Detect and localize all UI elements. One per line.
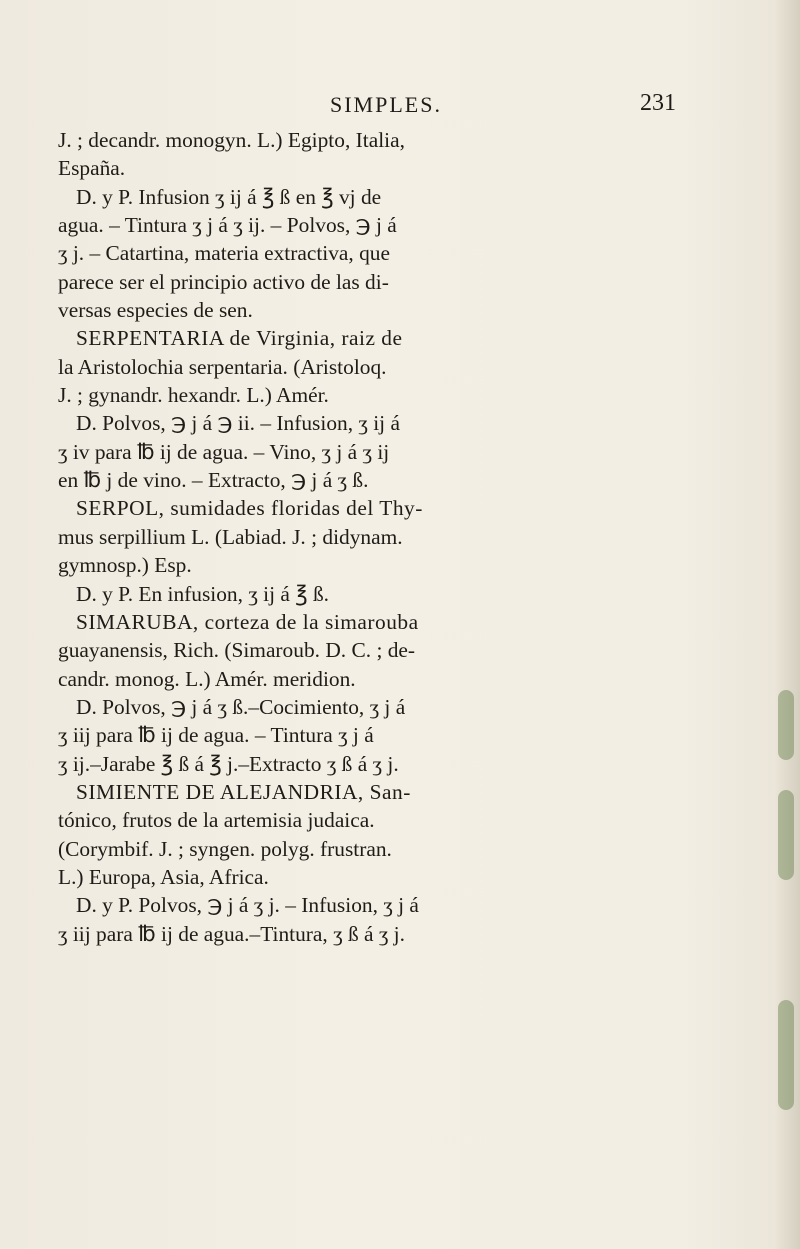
edge-stain xyxy=(778,690,794,760)
paragraph xyxy=(58,126,688,183)
entry-paragraph xyxy=(58,608,688,693)
paragraph xyxy=(58,580,688,608)
text-line: L.) Europa, Asia, Africa. xyxy=(58,864,269,889)
edge-stain xyxy=(778,1000,794,1110)
text-line: en ℔ j de vino. – Extracto, ℈ j á ʒ ß. xyxy=(58,468,369,493)
text-line: D. y P. En infusion, ʒ ij á ℥ ß. xyxy=(76,581,329,606)
text-line: candr. monog. L.) Amér. meridion. xyxy=(58,666,356,691)
text-line: ʒ ij.–Jarabe ℥ ß á ℥ j.–Extracto ʒ ß á ʒ j. xyxy=(58,751,399,776)
entry-paragraph xyxy=(58,494,688,579)
text-line: la Aristolochia serpentaria. (Aristoloq. xyxy=(58,354,387,379)
text-line: SIMIENTE DE ALEJANDRIA, San- xyxy=(76,779,411,804)
text-line: D. Polvos, ℈ j á ℈ ii. – Infusion, ʒ ij á xyxy=(76,411,400,436)
text-line: J. ; decandr. monogyn. L.) Egipto, Italia, xyxy=(58,128,405,152)
text-line: J. ; gynandr. hexandr. L.) Amér. xyxy=(58,383,329,408)
text-line: SERPOL, sumidades floridas del Thy- xyxy=(76,496,423,521)
text-line: SERPENTARIA de Virginia, raiz de xyxy=(76,326,403,351)
text-line: parece ser el principio activo de las di- xyxy=(58,269,389,294)
text-line: agua. – Tintura ʒ j á ʒ ij. – Polvos, ℈ j á xyxy=(58,213,397,238)
text-line: (Corymbif. J. ; syngen. polyg. frustran. xyxy=(58,836,392,861)
paragraph xyxy=(58,409,688,494)
page-body xyxy=(58,126,688,948)
paragraph xyxy=(58,183,688,325)
text-line: D. Polvos, ℈ j á ʒ ß.–Cocimiento, ʒ j á xyxy=(76,694,406,719)
text-line: ʒ iv para ℔ ij de agua. – Vino, ʒ j á ʒ ij xyxy=(58,439,390,464)
text-line: ʒ j. – Catartina, materia extractiva, que xyxy=(58,241,390,266)
text-line: tónico, frutos de la artemisia judaica. xyxy=(58,808,375,833)
paragraph xyxy=(58,693,688,778)
page-header xyxy=(0,92,800,122)
entry-paragraph xyxy=(58,778,688,891)
paragraph xyxy=(58,891,688,948)
text-line: D. y P. Infusion ʒ ij á ℥ ß en ℥ vj de xyxy=(76,184,382,209)
page-number: 231 xyxy=(640,90,676,116)
text-line: ʒ iij para ℔ ij de agua.–Tintura, ʒ ß á ʒ j. xyxy=(58,921,405,946)
entry-paragraph xyxy=(58,324,688,409)
edge-stain xyxy=(778,790,794,880)
text-line: mus serpillium L. (Labiad. J. ; didynam. xyxy=(58,524,403,549)
text-line: versas especies de sen. xyxy=(58,298,253,323)
text-line: ʒ iij para ℔ ij de agua. – Tintura ʒ j á xyxy=(58,723,374,748)
running-title: SIMPLES. xyxy=(330,92,442,117)
text-line: SIMARUBA, corteza de la simarouba xyxy=(76,609,419,634)
text-line: D. y P. Polvos, ℈ j á ʒ j. – Infusion, ʒ j á xyxy=(76,893,419,918)
text-line: gymnosp.) Esp. xyxy=(58,553,192,578)
text-line: España. xyxy=(58,156,126,181)
text-line: guayanensis, Rich. (Simaroub. D. C. ; de- xyxy=(58,638,416,663)
